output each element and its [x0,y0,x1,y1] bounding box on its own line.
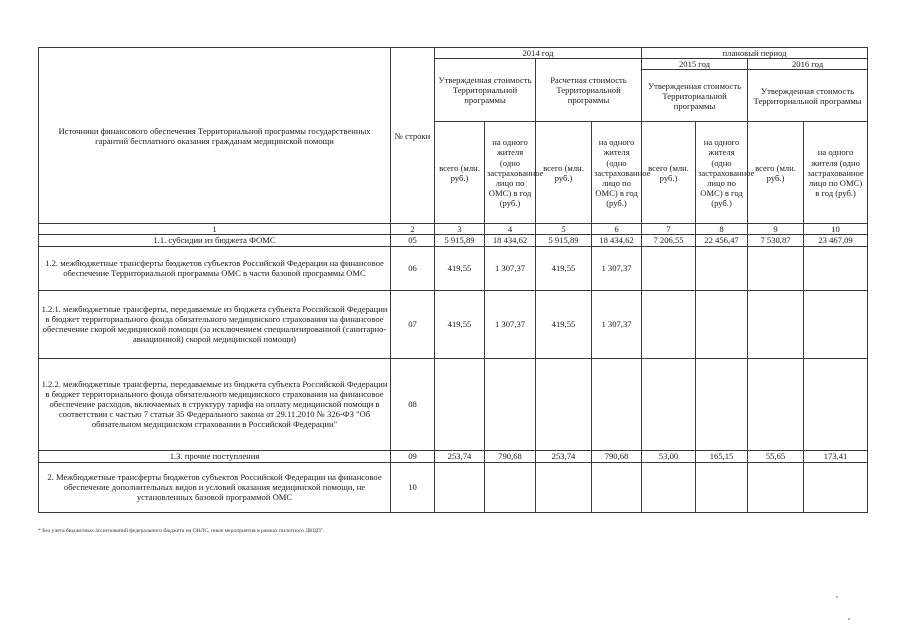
value-cell: 253,74 [435,450,485,462]
value-cell: 173,41 [804,450,868,462]
approved-cost-2016-header: Утвержденная стоимость Территориальной программы [748,70,868,122]
value-cell [642,358,696,450]
value-cell [696,358,748,450]
per-capita-2014-calculated-header: на одного жителя (одно застрахованное лицо по ОМС) в год (руб.) [592,122,642,224]
value-cell: 23 467,09 [804,235,868,246]
year-2014-header: 2014 год [435,48,642,59]
value-cell: 419,55 [435,290,485,358]
column-number: 1 [39,224,391,235]
row-label: 2. Межбюджетные трансферты бюджетов субъектов Российской Федерации на финансовое обеспечение дополнительных видов и условий оказания медицинской помощи, не установленных базовой программой ОМС [39,462,391,512]
value-cell: 5 915,89 [435,235,485,246]
value-cell: 419,55 [536,246,592,290]
scan-speck [836,596,838,598]
value-cell [804,290,868,358]
value-cell: 253,74 [536,450,592,462]
column-number: 10 [804,224,868,235]
table-row [39,246,868,290]
total-2014-calculated-header: всего (млн. руб.) [536,122,592,224]
row-label: 1.3. прочие поступления [39,450,391,462]
value-cell [804,462,868,512]
year-2015-header: 2015 год [642,59,748,70]
value-cell [592,462,642,512]
value-cell [435,462,485,512]
table-row [39,450,868,462]
row-label: 1.1. субсидии из бюджета ФОМС [39,235,391,246]
row-number-column-header: № строки [391,48,435,224]
value-cell [696,246,748,290]
value-cell [642,246,696,290]
value-cell: 790,68 [485,450,536,462]
value-cell: 18 434,62 [485,235,536,246]
financing-table-sheet [38,47,868,513]
column-number: 6 [592,224,642,235]
column-number: 7 [642,224,696,235]
calculated-cost-2014-header: Расчетная стоимость Территориальной программы [536,59,642,122]
per-capita-2015-header: на одного жителя (одно застрахованное лицо по ОМС) в год (руб.) [696,122,748,224]
row-label: 1.2. межбюджетные трансферты бюджетов субъектов Российской Федерации на финансовое обеспечение Территориальной программы ОМС в части базовой программы ОМС [39,246,391,290]
column-number: 3 [435,224,485,235]
per-capita-2014-approved-header: на одного жителя (одно застрахованное лицо по ОМС) в год (руб.) [485,122,536,224]
total-2014-approved-header: всего (млн. руб.) [435,122,485,224]
row-label: 1.2.1. межбюджетные трансферты, передаваемые из бюджета субъекта Российской Федерации в бюджет территориального фонда обязательного медицинского страхования на финансовое обеспечение скорой медицинской помощи (за исключением специализированной (санитарно-авиационной) скорой медицинской помощи) [39,290,391,358]
row-number: 05 [391,235,435,246]
value-cell [536,358,592,450]
per-capita-2016-header: на одного жителя (одно застрахованное лицо по ОМС) в год (руб.) [804,122,868,224]
scan-speck [848,618,850,620]
value-cell [485,358,536,450]
value-cell: 790,68 [592,450,642,462]
value-cell [804,358,868,450]
value-cell [435,358,485,450]
value-cell [696,462,748,512]
value-cell [748,290,804,358]
table-row [39,358,868,450]
column-number: 9 [748,224,804,235]
table-row [39,462,868,512]
value-cell: 18 434,62 [592,235,642,246]
value-cell: 1 307,37 [592,246,642,290]
value-cell: 53,00 [642,450,696,462]
value-cell: 7 206,55 [642,235,696,246]
value-cell [748,462,804,512]
total-2015-header: всего (млн. руб.) [642,122,696,224]
source-column-header: Источники финансового обеспечения Территориальной программы государственных гарантий бесплатного оказания гражданам медицинской помощи [39,48,391,224]
value-cell [804,246,868,290]
row-label: 1.2.2. межбюджетные трансферты, передаваемые из бюджета субъекта Российской Федерации в бюджет территориального фонда обязательного медицинского страхования на финансовое обеспечение расходов, включаемых в структуру тарифа на оплату медицинской помощи в соответствии с частью 7 статьи 35 Федерального закона от 29.11.2010 № 326-ФЗ "Об обязательном медицинском страховании в Российской Федерации" [39,358,391,450]
value-cell [642,462,696,512]
value-cell: 165,15 [696,450,748,462]
row-number: 08 [391,358,435,450]
column-number-row [39,224,868,235]
table-row [39,235,868,246]
value-cell [748,246,804,290]
value-cell [642,290,696,358]
value-cell [748,358,804,450]
value-cell: 55,65 [748,450,804,462]
row-number: 06 [391,246,435,290]
total-2016-header: всего (млн. руб.) [748,122,804,224]
footnote: * Без учета бюджетных ассигнований федерального бюджета на ОНЛС, иные мероприятия в рамках пилотного ДКЦП". [38,528,325,534]
value-cell: 419,55 [536,290,592,358]
approved-cost-2015-header: Утвержденная стоимость Территориальной программы [642,70,748,122]
column-number: 4 [485,224,536,235]
value-cell [485,462,536,512]
financing-table [38,47,868,513]
planning-period-header: плановый период [642,48,868,59]
value-cell [592,358,642,450]
value-cell: 22 456,47 [696,235,748,246]
column-number: 2 [391,224,435,235]
column-number: 5 [536,224,592,235]
value-cell [536,462,592,512]
column-number: 8 [696,224,748,235]
value-cell: 7 530,87 [748,235,804,246]
approved-cost-2014-header: Утвержденная стоимость Территориальной программы [435,59,536,122]
header-row-years [39,48,868,59]
value-cell [696,290,748,358]
row-number: 10 [391,462,435,512]
row-number: 09 [391,450,435,462]
value-cell: 5 915,89 [536,235,592,246]
year-2016-header: 2016 год [748,59,868,70]
value-cell: 1 307,37 [592,290,642,358]
value-cell: 419,55 [435,246,485,290]
table-row [39,290,868,358]
value-cell: 1 307,37 [485,246,536,290]
row-number: 07 [391,290,435,358]
value-cell: 1 307,37 [485,290,536,358]
